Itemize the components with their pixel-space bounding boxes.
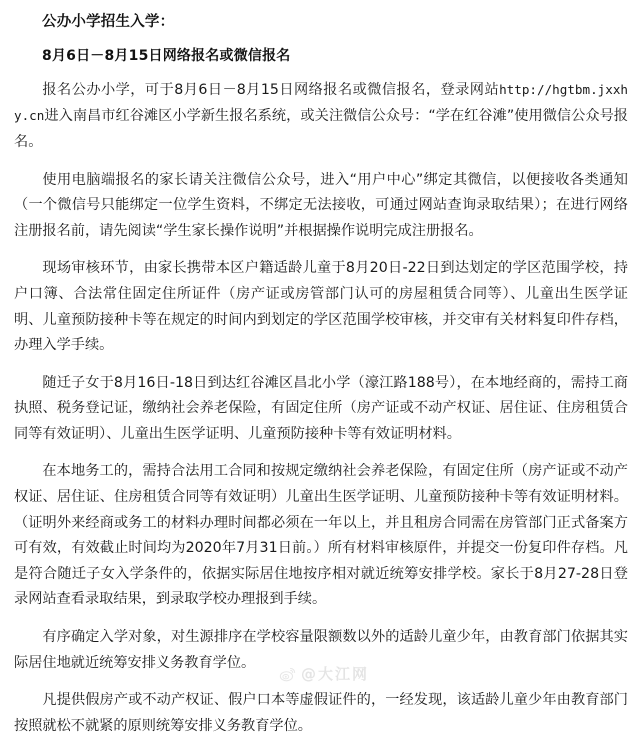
paragraph-text-part-a: 报名公办小学，可于8月6日－8月15日网络报名或微信报名，登录网站 (42, 81, 500, 98)
paragraph-wechat-binding: 使用电脑端报名的家长请关注微信公众号，进入“用户中心”绑定其微信，以便接收各类通知（一个微信号只能绑定一位学生资料，不绑定无法接收，可通过网站查询录取结果）；在进行网络注册报名前，请先阅读“学生家长操作说明”并根据操作说明完成注册报名。 (14, 171, 628, 239)
paragraph-text-part-b: 进入南昌市红谷滩区小学新生报名系统，或关注微信公众号：“学在红谷滩”使用微信公众号报名。 (14, 108, 628, 150)
paragraph-orderly-enrollment: 有序确定入学对象，对生源排序在学校容量限额数以外的适龄儿童少年，由教育部门依据其实际居住地就近统筹安排义务教育学位。 (14, 629, 628, 671)
paragraph-onsite-review: 现场审核环节，由家长携带本区户籍适龄儿童于8月20日-22日到达划定的学区范围学校，持户口簿、合法常住固定住所证件（房产证或房管部门认可的房屋租赁合同等）、儿童出生医学证明、儿童预防接种卡等在规定的时间内到划定的学区范围学校审核，并交审有关材料复印件存档，办理入学手续。 (14, 260, 628, 354)
paragraph-online-registration (14, 77, 628, 156)
watermark-label: @大江网 (301, 665, 370, 683)
section-heading-registration-window: 8月6日－8月15日网络报名或微信报名 (42, 47, 291, 64)
paragraph-false-documents: 凡提供假房产或不动产权证、假户口本等虚假证件的，一经发现，该适龄儿童少年由教育部门按照就松不就紧的原则统筹安排义务教育学位。 (14, 692, 628, 734)
paragraph-migrant-children: 随迁子女于8月16日-18日到达红谷滩区昌北小学（濠江路188号），在本地经商的，需持工商执照、税务登记证，缴纳社会养老保险，有固定住所（房产证或不动产权证、居住证、住房租赁合同等有效证明）、儿童出生医学证明、儿童预防接种卡等有效证明材料。 (14, 374, 628, 442)
registration-url[interactable]: http://hgtbm.jxxhy.cn (14, 81, 628, 124)
page-title: 公办小学招生入学： (42, 14, 175, 30)
paragraph-local-workers: 在本地务工的，需持合法用工合同和按规定缴纳社会养老保险，有固定住所（房产证或不动产权证、居住证、住房租赁合同等有效证明）儿童出生医学证明、儿童预防接种卡等有效证明材料。（证明外来经商或务工的材料办理时间都必须在一年以上，并且租房合同需在房管部门正式备案方可有效，有效截止时间均为2020年7月31日前。）所有材料审核原件，并提交一份复印件存档。凡是符合随迁子女入学条件的，依据实际居住地按序相对就近统筹安排学校。家长于8月27-28日登录网站查看录取结果，到录取学校办理报到手续。 (14, 463, 628, 608)
